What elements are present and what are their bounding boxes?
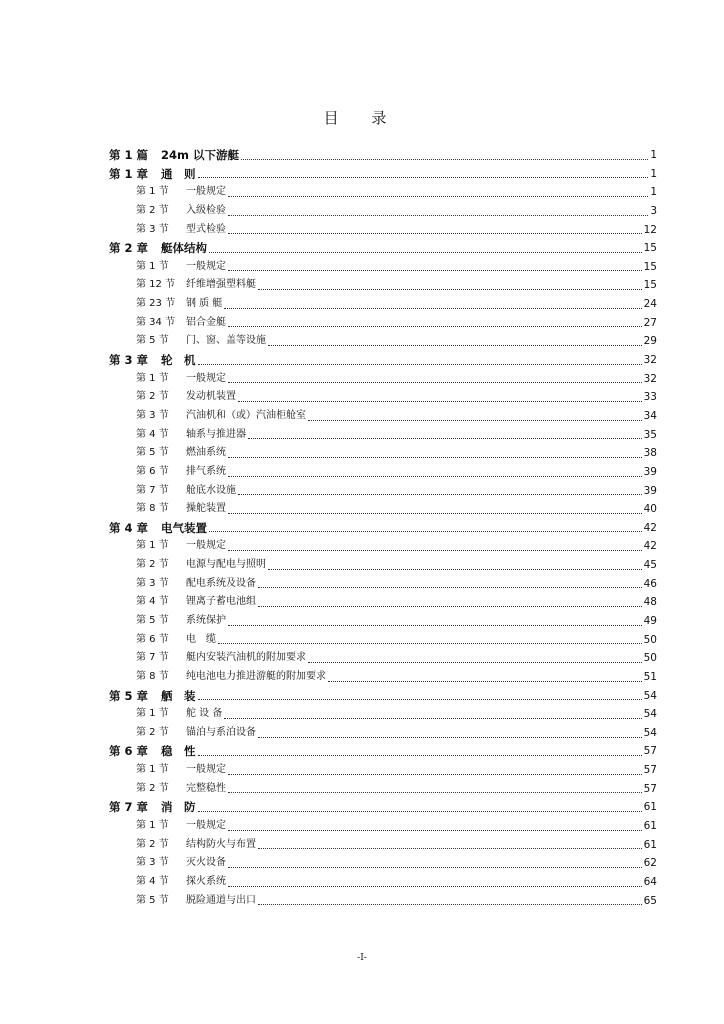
toc-entry-label: 一般规定 [186, 540, 226, 552]
toc-entry-page: 39 [643, 465, 657, 478]
dot-leader [248, 438, 642, 439]
toc-section-entry[interactable] [109, 444, 657, 463]
toc-section-entry[interactable] [109, 761, 657, 780]
toc-section-entry[interactable] [109, 482, 657, 501]
dot-leader [228, 196, 648, 197]
dot-leader [228, 476, 642, 477]
toc-entry-label: 排气系统 [186, 465, 226, 477]
toc-chapter-entry[interactable] [109, 798, 657, 817]
toc-entry-number: 第 5 章 [109, 688, 149, 703]
toc-chapter-entry[interactable] [109, 743, 657, 762]
dot-leader [308, 420, 642, 421]
toc-entry-page: 64 [643, 875, 657, 888]
dot-leader [228, 382, 642, 383]
toc-section-entry[interactable] [109, 575, 657, 594]
dot-leader [198, 755, 642, 756]
toc-chapter-entry[interactable] [109, 687, 657, 706]
toc-entry-number: 第 1 节 [136, 708, 169, 720]
toc-chapter-entry[interactable] [109, 519, 657, 538]
toc-chapter-entry[interactable] [109, 351, 657, 370]
dot-leader [258, 904, 642, 905]
toc-section-entry[interactable] [109, 556, 657, 575]
toc-section-entry[interactable] [109, 705, 657, 724]
toc-entry-label: 配电系统及设备 [186, 577, 256, 589]
toc-entry-number: 第 1 节 [136, 372, 169, 384]
toc-entry-label: 一般规定 [186, 260, 226, 272]
toc-entry-page: 50 [643, 633, 657, 646]
toc-entry-label: 灭火设备 [186, 857, 226, 869]
toc-section-entry[interactable] [109, 500, 657, 519]
dot-leader [209, 531, 642, 532]
dot-leader [268, 569, 642, 570]
toc-section-entry[interactable] [109, 537, 657, 556]
toc-entry-number: 第 2 节 [136, 838, 169, 850]
toc-entry-page: 54 [643, 708, 657, 721]
dot-leader [228, 270, 642, 271]
dot-leader [241, 159, 648, 160]
toc-entry-number: 第 34 节 [136, 316, 176, 328]
dot-leader [198, 811, 642, 812]
toc-entry-number: 第 8 节 [136, 503, 169, 515]
toc-entry-label: 一般规定 [186, 820, 226, 832]
toc-section-entry[interactable] [109, 873, 657, 892]
toc-entry-label: 纤维增强塑料艇 [186, 279, 256, 291]
toc-section-entry[interactable] [109, 370, 657, 389]
toc-entry-label: 铝合金艇 [186, 316, 226, 328]
toc-entry-label: 汽油机和（或）汽油柜舱室 [186, 409, 306, 421]
toc-entry-number: 第 1 篇 [109, 147, 149, 162]
dot-leader [258, 848, 642, 849]
dot-leader [258, 606, 642, 607]
toc-entry-page: 34 [643, 409, 657, 422]
toc-entry-page: 15 [643, 279, 657, 292]
toc-entry-label: 艇体结构 [161, 241, 207, 256]
toc-entry-label: 操舵装置 [186, 503, 226, 515]
toc-entry-label: 轮 机 [161, 353, 196, 368]
toc-entry-number: 第 1 章 [109, 166, 149, 181]
toc-entry-label: 纯电池电力推进游艇的附加要求 [186, 670, 326, 682]
toc-entry-label: 系统保护 [186, 615, 226, 626]
dot-leader [224, 308, 641, 309]
dot-leader [228, 830, 642, 831]
toc-entry-number: 第 6 节 [136, 465, 169, 477]
toc-section-entry[interactable] [109, 407, 657, 426]
toc-section-entry[interactable] [109, 668, 657, 687]
toc-entry-page: 1 [650, 186, 657, 199]
toc-entry-page: 12 [643, 223, 657, 236]
dot-leader [258, 587, 642, 588]
toc-entry-page: 38 [643, 447, 657, 460]
toc-entry-page: 54 [643, 726, 657, 739]
toc-entry-label: 锂离子蓄电池组 [186, 596, 256, 608]
toc-entry-number: 第 7 节 [136, 484, 169, 496]
toc-section-entry[interactable] [109, 276, 657, 295]
toc-entry-number: 第 2 节 [136, 204, 169, 216]
toc-entry-label: 电气装置 [161, 520, 207, 535]
toc-entry-label: 入级检验 [186, 204, 226, 216]
toc-section-entry[interactable] [109, 780, 657, 799]
toc-entry-label: 一般规定 [186, 186, 226, 198]
toc-entry-number: 第 3 节 [136, 577, 169, 589]
toc-section-entry[interactable] [109, 221, 657, 240]
toc-entry-number: 第 4 章 [109, 520, 149, 535]
toc-entry-page: 46 [643, 577, 657, 590]
dot-leader [209, 252, 642, 253]
toc-entry-label: 钢 质 艇 [186, 298, 223, 310]
toc-entry-page: 57 [643, 745, 657, 758]
dot-leader [228, 867, 642, 868]
toc-entry-page: 65 [643, 894, 657, 907]
toc-entry-page: 54 [643, 689, 657, 702]
toc-entry-page: 1 [650, 167, 657, 180]
toc-entry-page: 35 [643, 428, 657, 441]
toc-entry-label: 门、窗、盖等设施 [186, 335, 266, 347]
toc-entry-number: 第 5 节 [136, 447, 169, 459]
toc-entry-label: 稳 性 [161, 744, 196, 759]
dot-leader [238, 401, 642, 402]
toc-section-entry[interactable] [109, 892, 657, 911]
toc-entry-page: 32 [643, 354, 657, 367]
toc-entry-page: 24 [643, 298, 657, 311]
table-of-contents [109, 146, 657, 910]
toc-entry-number: 第 6 节 [136, 633, 169, 645]
toc-entry-number: 第 2 节 [136, 391, 169, 403]
toc-entry-label: 通 则 [161, 166, 196, 181]
toc-entry-number: 第 3 节 [136, 857, 169, 869]
dot-leader [228, 792, 642, 793]
toc-entry-page: 15 [643, 260, 657, 273]
toc-entry-number: 第 4 节 [136, 875, 169, 887]
toc-entry-label: 型式检验 [186, 223, 226, 235]
toc-entry-page: 42 [643, 521, 657, 534]
toc-entry-number: 第 4 节 [136, 596, 169, 608]
dot-leader [228, 326, 642, 327]
toc-entry-label: 艇内安装汽油机的附加要求 [186, 652, 306, 664]
toc-section-entry[interactable] [109, 836, 657, 855]
toc-section-entry[interactable] [109, 202, 657, 221]
dot-leader [268, 345, 642, 346]
toc-entry-page: 29 [643, 335, 657, 348]
toc-entry-page: 27 [643, 316, 657, 329]
toc-entry-page: 33 [643, 391, 657, 404]
toc-entry-label: 结构防火与布置 [186, 838, 256, 850]
toc-entry-page: 61 [643, 838, 657, 851]
dot-leader [224, 718, 641, 719]
dot-leader [228, 513, 642, 514]
toc-entry-number: 第 3 节 [136, 409, 169, 421]
toc-entry-label: 电源与配电与照明 [186, 559, 266, 571]
toc-entry-label: 舱底水设施 [186, 484, 236, 496]
dot-leader [228, 550, 642, 551]
toc-entry-number: 第 6 章 [109, 744, 149, 759]
toc-entry-page: 45 [643, 559, 657, 572]
toc-entry-number: 第 3 节 [136, 223, 169, 235]
toc-section-entry[interactable] [109, 817, 657, 836]
toc-entry-label: 一般规定 [186, 764, 226, 776]
dot-leader [308, 662, 642, 663]
toc-entry-page: 50 [643, 652, 657, 665]
toc-section-entry[interactable] [109, 631, 657, 650]
toc-section-entry[interactable] [109, 183, 657, 202]
dot-leader [258, 737, 642, 738]
toc-entry-number: 第 8 节 [136, 670, 169, 682]
toc-entry-label: 电 缆 [186, 633, 216, 645]
toc-entry-label: 锚泊与系泊设备 [186, 726, 256, 738]
toc-entry-label: 发动机装置 [186, 391, 236, 403]
dot-leader [228, 774, 642, 775]
dot-leader [228, 215, 648, 216]
toc-entry-number: 第 2 节 [136, 726, 169, 738]
toc-entry-number: 第 1 节 [136, 764, 169, 776]
toc-section-entry[interactable] [109, 314, 657, 333]
toc-section-entry[interactable] [109, 463, 657, 482]
toc-section-entry[interactable] [109, 388, 657, 407]
toc-section-entry[interactable] [109, 295, 657, 314]
dot-leader [198, 364, 642, 365]
dot-leader [228, 886, 642, 887]
toc-section-entry[interactable] [109, 258, 657, 277]
dot-leader [258, 289, 642, 290]
toc-entry-number: 第 1 节 [136, 540, 169, 552]
toc-entry-number: 第 1 节 [136, 820, 169, 832]
toc-chapter-entry[interactable] [109, 239, 657, 258]
toc-entry-page: 3 [650, 204, 657, 217]
toc-section-entry[interactable] [109, 426, 657, 445]
toc-section-entry[interactable] [109, 649, 657, 668]
dot-leader [218, 643, 642, 644]
toc-entry-number: 第 5 节 [136, 335, 169, 347]
page-number-footer: -I- [357, 953, 367, 963]
toc-entry-page: 32 [643, 372, 657, 385]
dot-leader [328, 681, 642, 682]
toc-section-entry[interactable] [109, 593, 657, 612]
toc-entry-label: 探火系统 [186, 875, 226, 887]
toc-entry-label: 24m 以下游艇 [161, 147, 239, 162]
toc-entry-page: 51 [643, 670, 657, 683]
dot-leader [228, 457, 642, 458]
toc-entry-label: 一般规定 [186, 372, 226, 384]
toc-entry-number: 第 2 节 [136, 559, 169, 571]
toc-entry-number: 第 5 节 [136, 615, 169, 626]
toc-entry-page: 42 [643, 540, 657, 553]
toc-entry-number: 第 2 节 [136, 782, 169, 794]
toc-entry-number: 第 7 节 [136, 652, 169, 664]
toc-entry-page: 39 [643, 484, 657, 497]
toc-chapter-entry[interactable] [109, 146, 657, 165]
toc-entry-page: 40 [643, 503, 657, 516]
toc-entry-page: 15 [643, 242, 657, 255]
toc-entry-number: 第 23 节 [136, 298, 176, 310]
toc-entry-page: 48 [643, 596, 657, 609]
toc-entry-number: 第 7 章 [109, 800, 149, 815]
dot-leader [198, 177, 649, 178]
dot-leader [228, 625, 642, 626]
toc-entry-number: 第 4 节 [136, 428, 169, 440]
toc-entry-label: 轴系与推进器 [186, 428, 246, 440]
toc-section-entry[interactable] [109, 612, 657, 631]
toc-entry-number: 第 12 节 [136, 279, 176, 291]
toc-entry-label: 舾 装 [161, 688, 196, 703]
toc-entry-label: 脱险通道与出口 [186, 894, 256, 906]
dot-leader [228, 233, 642, 234]
toc-entry-label: 消 防 [161, 800, 196, 815]
toc-entry-page: 62 [643, 857, 657, 870]
toc-section-entry[interactable] [109, 724, 657, 743]
toc-entry-page: 49 [643, 615, 657, 627]
toc-entry-page: 57 [643, 764, 657, 777]
toc-entry-label: 完整稳性 [186, 782, 226, 794]
toc-chapter-entry[interactable] [109, 165, 657, 184]
toc-entry-page: 57 [643, 782, 657, 795]
toc-entry-page: 1 [650, 148, 657, 161]
toc-section-entry[interactable] [109, 854, 657, 873]
toc-entry-number: 第 5 节 [136, 894, 169, 906]
toc-section-entry[interactable] [109, 332, 657, 351]
toc-entry-number: 第 1 节 [136, 260, 169, 272]
toc-entry-number: 第 2 章 [109, 241, 149, 256]
toc-entry-number: 第 1 节 [136, 186, 169, 198]
toc-entry-label: 燃油系统 [186, 447, 226, 459]
toc-entry-page: 61 [643, 820, 657, 833]
dot-leader [238, 494, 642, 495]
toc-entry-label: 舵 设 备 [186, 708, 223, 720]
page-title: 目 录 [323, 109, 401, 127]
toc-entry-number: 第 3 章 [109, 353, 149, 368]
dot-leader [198, 699, 642, 700]
toc-entry-page: 61 [643, 801, 657, 814]
